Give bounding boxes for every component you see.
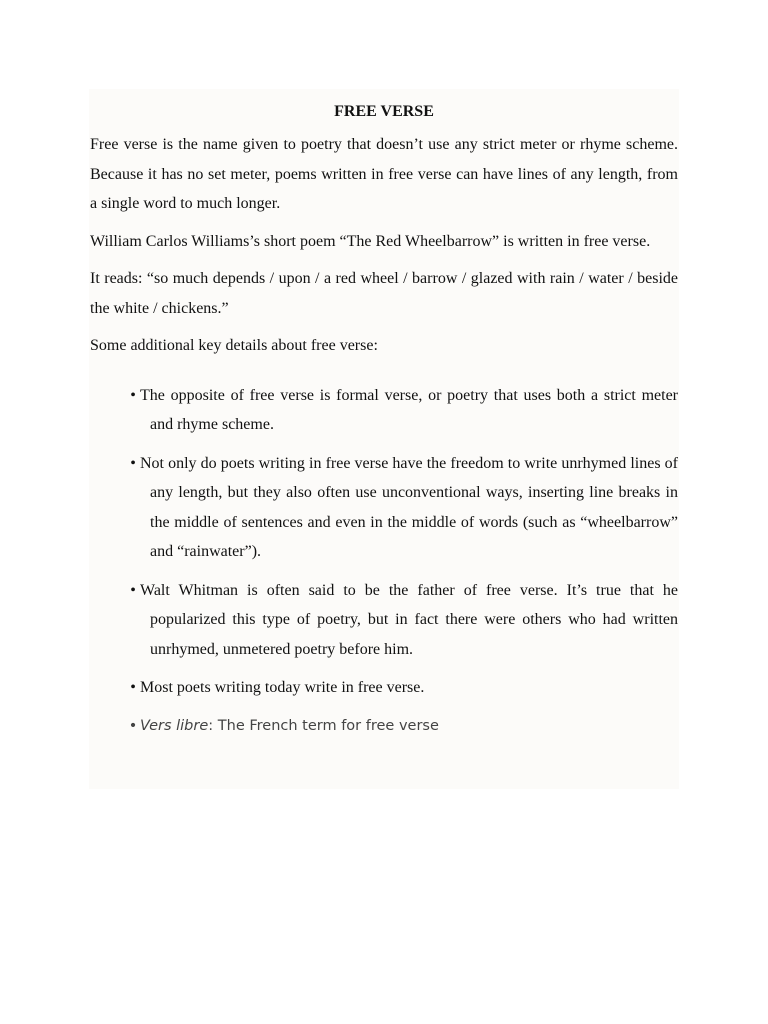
key-details-list [90, 381, 678, 742]
document-title: FREE VERSE [334, 103, 434, 120]
bullet-icon: • [130, 581, 136, 599]
paragraph-example-poem: William Carlos Williams’s short poem “The Red Wheelbarrow” is written in free verse. [90, 232, 651, 250]
list-item-text: The opposite of free verse is formal verse, or poetry that uses both a strict meter and rhyme scheme. [140, 386, 678, 433]
bullet-icon: • [130, 454, 136, 472]
paragraph-definition: Free verse is the name given to poetry that doesn’t use any strict meter or rhyme scheme. Because it has no set meter, poems written in free verse can have lines of any length, from a single word to much longer. [90, 136, 678, 212]
definition-separator: : [208, 717, 218, 734]
paragraph-poem-quote: It reads: “so much depends / upon / a red wheel / barrow / glazed with rain / water / beside the white / chickens.” [90, 270, 678, 317]
definition-line [140, 718, 439, 734]
list-item [90, 673, 678, 703]
definition-term: Vers libre [140, 717, 209, 734]
list-item-definition [90, 712, 678, 742]
paragraph-key-details-intro: Some additional key details about free verse: [90, 337, 378, 354]
list-item [90, 381, 678, 440]
document-page [89, 89, 679, 789]
bullet-icon: • [130, 386, 136, 404]
bullet-icon: • [128, 717, 138, 734]
bullet-icon: • [130, 679, 136, 696]
list-item [90, 576, 678, 665]
list-item-text: Not only do poets writing in free verse have the freedom to write unrhymed lines of any length, but they also often use unconventional ways, inserting line breaks in the middle of sentences and even in the middle of words (such as “wheelbarrow” and “rainwater”). [140, 454, 678, 560]
list-item [90, 449, 678, 567]
list-item-text: Walt Whitman is often said to be the father of free verse. It’s true that he popularized this type of poetry, but in fact there were others who had written unrhymed, unmetered poetry before him. [140, 581, 678, 658]
list-item-text: Most poets writing today write in free verse. [140, 679, 425, 696]
definition-text: The French term for free verse [217, 717, 439, 734]
